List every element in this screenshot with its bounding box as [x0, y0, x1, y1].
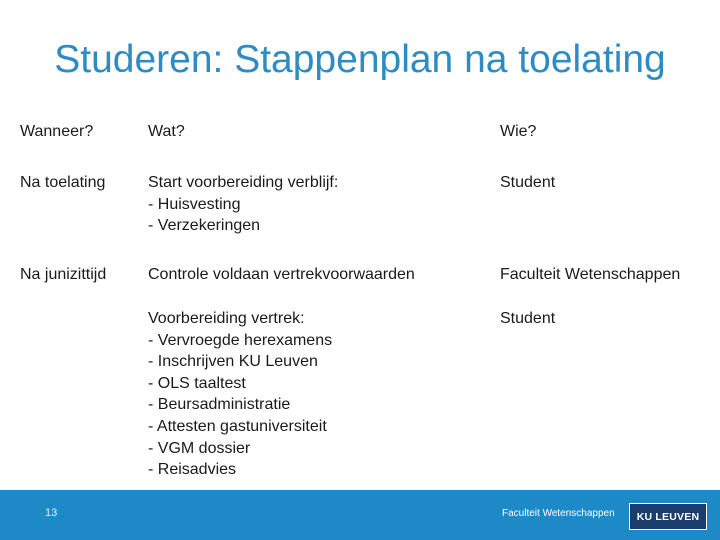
row3-what [148, 308, 332, 481]
row3-who: Student [500, 310, 556, 327]
row3-what-line: - VGM dossier [148, 439, 251, 457]
header-when: Wanneer? [20, 123, 94, 140]
row1-what [148, 172, 338, 237]
row2-what-line: Controle voldaan vertrekvoorwaarden [148, 266, 415, 283]
row2-who: Faculteit Wetenschappen [500, 266, 681, 283]
slide-title: Studeren: Stappenplan na toelating [54, 38, 666, 81]
row3-what-line: - Attesten gastuniversiteit [148, 417, 327, 435]
header-who: Wie? [500, 123, 537, 140]
row1-who: Student [500, 174, 556, 191]
row1-what-line: - Verzekeringen [148, 217, 261, 235]
row2-when: Na junizittijd [20, 266, 107, 283]
row3-what-line: - OLS taaltest [148, 374, 246, 392]
row1-what-line: - Huisvesting [148, 195, 241, 213]
row3-what-line: - Beursadministratie [148, 396, 291, 414]
row2-what [148, 264, 415, 286]
logo-text: KU LEUVEN [636, 510, 700, 523]
row1-what-line: Start voorbereiding verblijf: [148, 174, 339, 191]
row3-what-line: - Reisadvies [148, 461, 237, 479]
row1-when: Na toelating [20, 174, 106, 191]
header-what: Wat? [148, 123, 185, 140]
row3-what-line: - Vervroegde herexamens [148, 331, 333, 349]
footer-bar [0, 490, 720, 540]
ku-leuven-logo [629, 503, 707, 530]
page-number: 13 [45, 507, 58, 519]
row3-what-line: Voorbereiding vertrek: [148, 310, 305, 327]
row3-what-line: - Inschrijven KU Leuven [148, 353, 318, 371]
faculty-label: Faculteit Wetenschappen [502, 508, 615, 519]
